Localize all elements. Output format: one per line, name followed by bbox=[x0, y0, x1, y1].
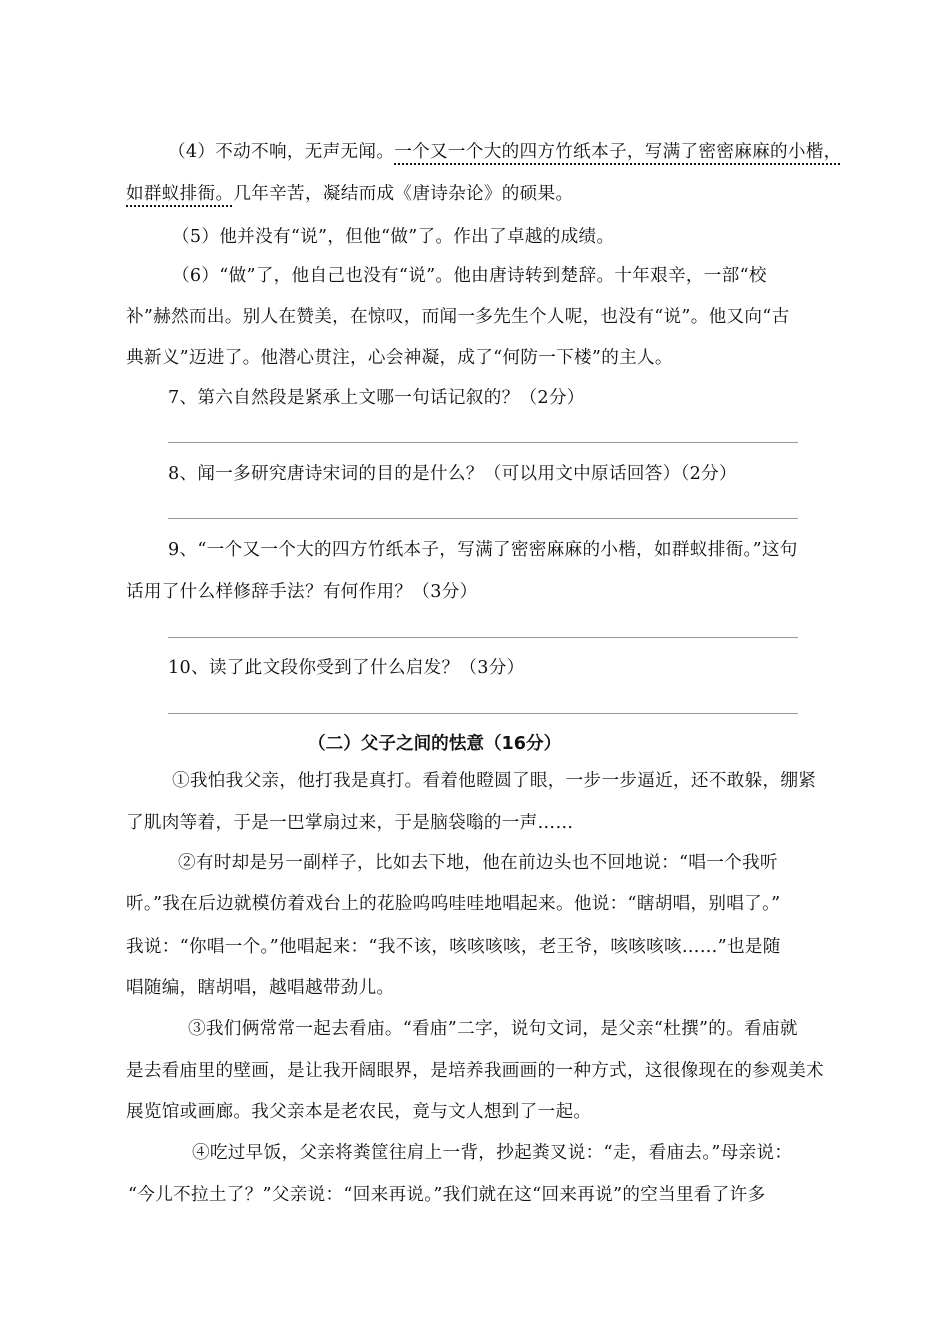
section2-para3-line-2: 是去看庙里的壁画，是让我开阔眼界，是培养我画画的一种方式，这很像现在的参观美术 bbox=[126, 1061, 824, 1081]
section2-para3-line-1: ③我们俩常常一起去看庙。“看庙”二字，说句文词，是父亲“杜撰”的。看庙就 bbox=[188, 1019, 798, 1039]
section2-para2-line-1: ②有时却是另一副样子，比如去下地，他在前边头也不回地说：“唱一个我听 bbox=[178, 853, 778, 873]
answer-line-q7[interactable] bbox=[168, 442, 798, 443]
dotted-emphasis-text: 如群蚁排衙。 bbox=[126, 184, 234, 204]
section2-para4-line-2: “今儿不拉土了？”父亲说：“回来再说。”我们就在这“回来再说”的空当里看了许多 bbox=[128, 1185, 766, 1205]
section2-para2-line-3: 我说：“你唱一个。”他唱起来：“我不该，咳咳咳咳，老王爷，咳咳咳咳……”也是随 bbox=[126, 937, 781, 957]
section2-para2-line-4: 唱随编，瞎胡唱，越唱越带劲儿。 bbox=[126, 978, 395, 998]
question-9-line-1: 9、“一个又一个大的四方竹纸本子，写满了密密麻麻的小楷，如群蚁排衙。”这句 bbox=[168, 540, 798, 560]
question-10: 10、读了此文段你受到了什么启发？（3分） bbox=[168, 658, 525, 678]
question-8: 8、闻一多研究唐诗宋词的目的是什么？（可以用文中原话回答）（2分） bbox=[168, 464, 737, 484]
answer-line-q10[interactable] bbox=[168, 713, 798, 714]
answer-line-q9[interactable] bbox=[168, 637, 798, 638]
paragraph-4-line-1 bbox=[168, 140, 928, 164]
section2-para1-line-1: ①我怕我父亲，他打我是真打。看着他瞪圆了眼，一步一步逼近，还不敢躲，绷紧 bbox=[172, 771, 817, 791]
section2-para2-line-2: 听。”我在后边就模仿着戏台上的花脸呜呜哇哇地唱起来。他说：“瞎胡唱，别唱了。” bbox=[126, 894, 781, 914]
section2-para4-line-1: ④吃过早饭，父亲将粪筐往肩上一背，抄起粪叉说：“走，看庙去。”母亲说： bbox=[192, 1143, 793, 1163]
section2-para1-line-2: 了肌肉等着，于是一巴掌扇过来，于是脑袋嗡的一声…… bbox=[126, 813, 574, 833]
paragraph-4-text: 几年辛苦，凝结而成《唐诗杂论》的硕果。 bbox=[233, 184, 574, 204]
answer-line-q8[interactable] bbox=[168, 518, 798, 519]
question-9-line-2: 话用了什么样修辞手法？有何作用？（3分） bbox=[126, 582, 478, 602]
paragraph-6-line-3: 典新义”迈进了。他潜心贯注，心会神凝，成了“何防一下楼”的主人。 bbox=[126, 348, 673, 368]
section2-para3-line-3: 展览馆或画廊。我父亲本是老农民，竟与文人想到了一起。 bbox=[126, 1102, 592, 1122]
paragraph-5: （5）他并没有“说”，但他“做”了。作出了卓越的成绩。 bbox=[172, 227, 615, 247]
paragraph-4-text: （4）不动不响，无声无闻。 bbox=[168, 142, 395, 162]
paragraph-6-line-1: （6）“做”了，他自己也没有“说”。他由唐诗转到楚辞。十年艰辛，一部“校 bbox=[172, 266, 767, 286]
section-title: （二）父子之间的怯意（16分） bbox=[308, 734, 562, 754]
paragraph-4-line-2 bbox=[126, 182, 886, 206]
paragraph-6-line-2: 补”赫然而出。别人在赞美，在惊叹，而闻一多先生个人呢，也没有“说”。他又向“古 bbox=[126, 307, 790, 327]
dotted-emphasis-text: 一个又一个大的四方竹纸本子，写满了密密麻麻的小楷， bbox=[394, 142, 842, 162]
question-7: 7、第六自然段是紧承上文哪一句话记叙的？（2分） bbox=[168, 388, 585, 408]
